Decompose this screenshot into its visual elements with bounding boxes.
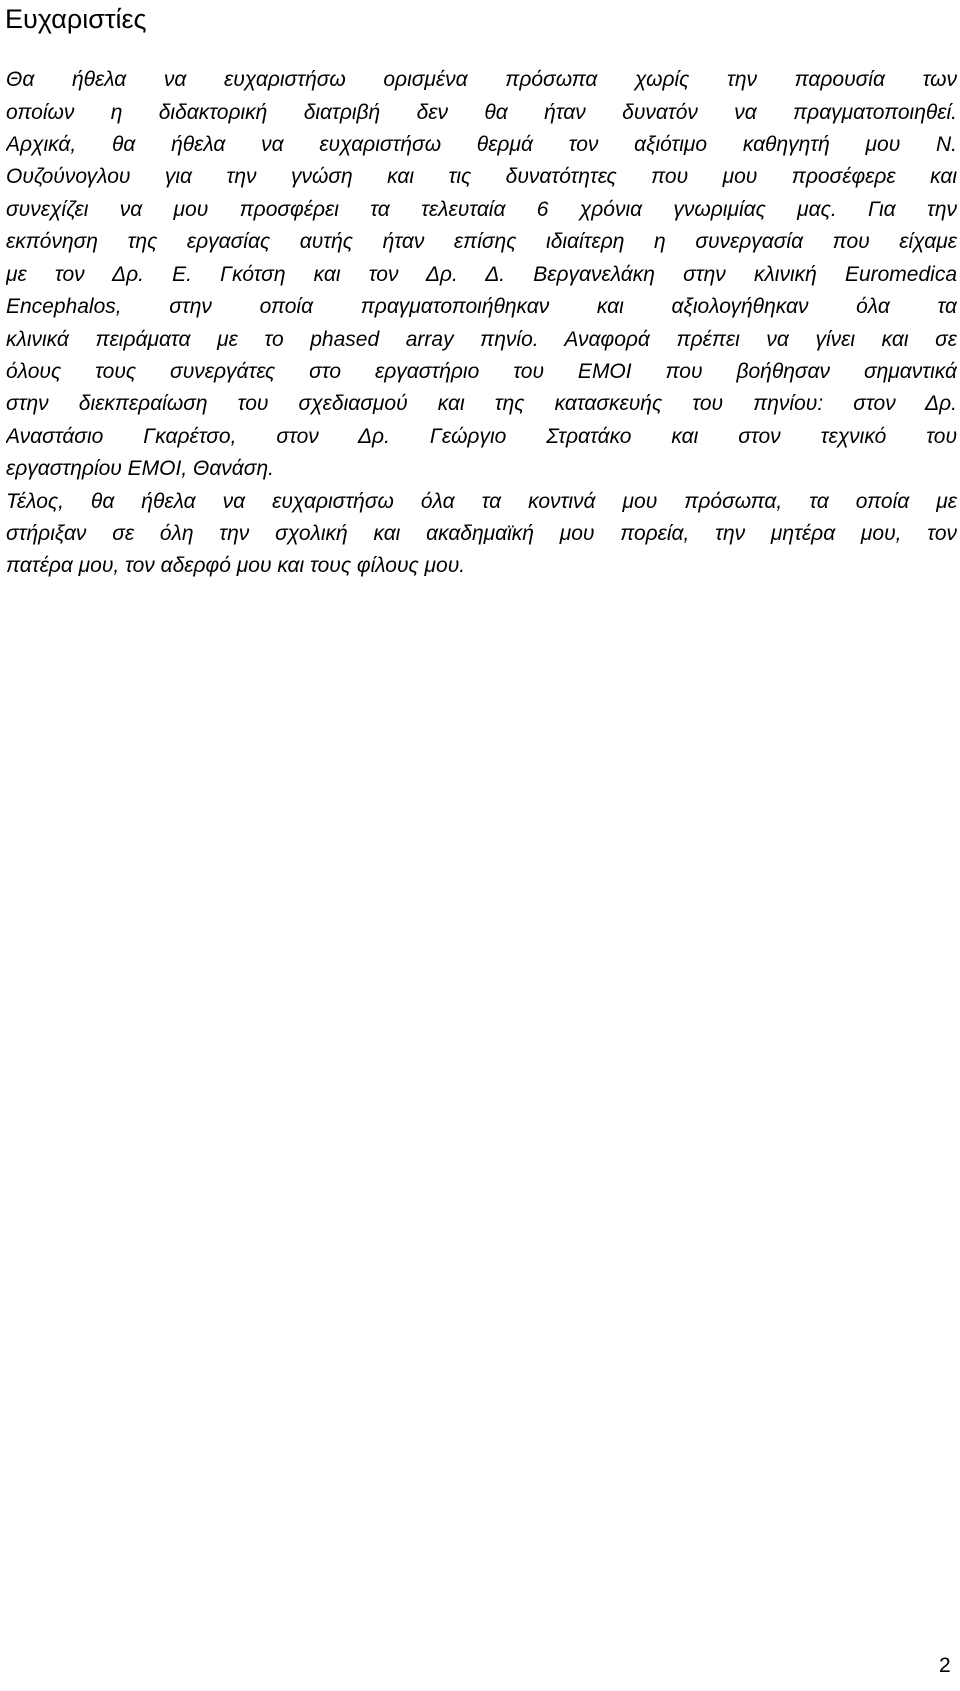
text-line: Encephalos, στην οποία πραγματοποιήθηκαν και αξιολογήθηκαν όλα τα bbox=[6, 295, 957, 318]
text-line: οποίων η διδακτορική διατριβή δεν θα ήταν δυνατόν να πραγματοποιηθεί. bbox=[6, 101, 957, 124]
page-title: Ευχαριστίες bbox=[5, 4, 147, 34]
text-line: κλινικά πειράματα με το phased array πηνίο. Αναφορά πρέπει να γίνει και σε bbox=[6, 328, 957, 351]
text-line: πατέρα μου, τον αδερφό μου και τους φίλους μου. bbox=[6, 554, 466, 577]
text-line: με τον Δρ. Ε. Γκότση και τον Δρ. Δ. Βεργανελάκη στην κλινική Euromedica bbox=[6, 263, 957, 286]
text-line: Αρχικά, θα ήθελα να ευχαριστήσω θερμά τον αξιότιμο καθηγητή μου Ν. bbox=[6, 133, 957, 156]
text-line: Τέλος, θα ήθελα να ευχαριστήσω όλα τα κοντινά μου πρόσωπα, τα οποία με bbox=[6, 490, 957, 513]
text-line: εργαστηρίου ΕΜΟΙ, Θανάση. bbox=[6, 457, 274, 480]
text-line: Αναστάσιο Γκαρέτσο, στον Δρ. Γεώργιο Στρατάκο και στον τεχνικό του bbox=[6, 425, 957, 448]
text-line: στήριξαν σε όλη την σχολική και ακαδημαϊκή μου πορεία, την μητέρα μου, τον bbox=[6, 522, 957, 545]
page-number: 2 bbox=[939, 1654, 951, 1677]
text-line: όλους τους συνεργάτες στο εργαστήριο του ΕΜΟΙ που βοήθησαν σημαντικά bbox=[6, 360, 957, 383]
text-line: συνεχίζει να μου προσφέρει τα τελευταία 6 χρόνια γνωριμίας μας. Για την bbox=[6, 198, 957, 221]
text-line: στην διεκπεραίωση του σχεδιασμού και της κατασκευής του πηνίου: στον Δρ. bbox=[6, 392, 957, 415]
text-line: εκπόνηση της εργασίας αυτής ήταν επίσης ιδιαίτερη η συνεργασία που είχαμε bbox=[6, 230, 957, 253]
text-line: Ουζούνογλου για την γνώση και τις δυνατότητες που μου προσέφερε και bbox=[6, 165, 957, 188]
text-line: Θα ήθελα να ευχαριστήσω ορισμένα πρόσωπα χωρίς την παρουσία των bbox=[6, 68, 957, 91]
